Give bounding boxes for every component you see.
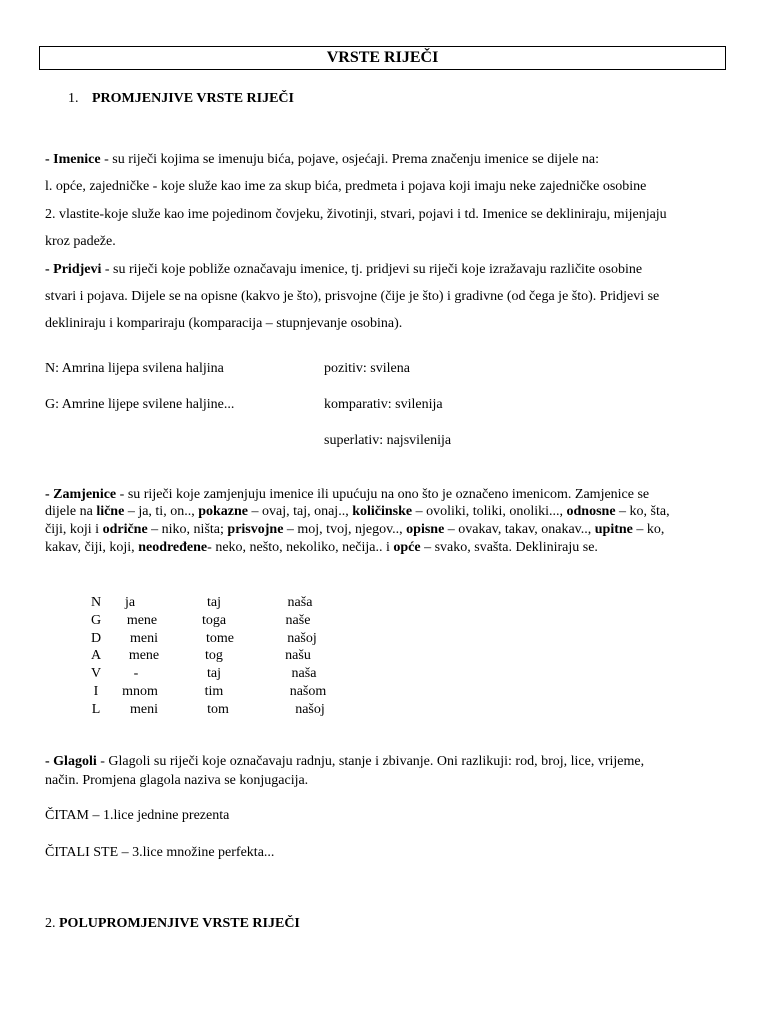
z-t3d: – ovakav, takav, onakav.., — [444, 522, 595, 537]
section-1-title: PROMJENJIVE VRSTE RIJEČI — [92, 91, 294, 106]
declension-cell-a: meni — [130, 701, 158, 717]
z-neodredene: neodređene — [138, 540, 208, 555]
example-superlativ: superlativ: najsvilenija — [324, 433, 452, 448]
z-odnosne: odnosne — [566, 504, 616, 519]
declension-cell-a: mene — [126, 612, 158, 628]
zamjenice-term: - Zamjenice — [45, 487, 117, 502]
declension-cell-b: tome — [206, 630, 234, 646]
declension-cell-a: - — [133, 666, 139, 682]
z-t3e: – ko, — [632, 522, 665, 537]
declension-cell-b: tog — [205, 648, 223, 664]
glagoli-term: - Glagoli — [45, 754, 97, 769]
section-2-heading — [45, 916, 300, 932]
z-t4a: kakav, čiji, koji, — [45, 540, 139, 555]
z-kolicinske: količinske — [352, 504, 413, 519]
section-2-title: POLUPROMJENJIVE VRSTE RIJEČI — [59, 916, 300, 931]
example-genitive: G: Amrine lijepe svilene haljine... — [45, 397, 235, 412]
glagoli-line1 — [45, 754, 644, 770]
declension-cell-d: našu — [285, 648, 311, 664]
declension-cell-b: taj — [207, 595, 221, 610]
imenice-paragraph-line1 — [45, 152, 599, 168]
declension-cell-b: tim — [204, 684, 224, 699]
declension-cell-c: D — [90, 630, 102, 646]
z-opce: opće — [393, 540, 421, 555]
z-t2c: – ovaj, taj, onaj.., — [248, 504, 353, 519]
pridjevi-line1 — [45, 262, 642, 278]
section-2-number: 2. — [45, 916, 59, 931]
z-t3c: – moj, tvoj, njegov.., — [283, 522, 407, 537]
zamjenice-line4 — [45, 540, 598, 556]
z-t2e: – ko, šta, — [615, 504, 670, 519]
imenice-line2: l. opće, zajedničke - koje služe kao ime za skup bića, predmeta i pojava koji imaju neke zajedničke osobine — [45, 179, 647, 194]
example-komparativ: komparativ: svilenija — [324, 397, 443, 412]
declension-cell-a: mnom — [122, 684, 158, 699]
z-t2b: – ja, ti, on.., — [124, 504, 199, 519]
z-t2d: – ovoliki, toliki, onoliki..., — [412, 504, 567, 519]
glagoli-text1: - Glagoli su riječi koje označavaju radnju, stanje i zbivanje. Oni razlikuji: rod, broj, lice, vrijeme, — [96, 754, 645, 769]
section-1-heading — [68, 91, 294, 107]
imenice-text: - su riječi kojima se imenuju bića, pojave, osjećaji. Prema značenju imenice se dijele na: — [100, 152, 599, 167]
declension-cell-d: naša — [291, 666, 317, 682]
z-t3b: – niko, ništa; — [147, 522, 228, 537]
document-title: VRSTE RIJEČI — [39, 46, 726, 70]
declension-cell-a: mene — [128, 648, 160, 664]
declension-cell-c: V — [90, 666, 102, 682]
glagoli-line2: način. Promjena glagola naziva se konjugacija. — [45, 773, 309, 788]
declension-cell-b: toga — [201, 612, 227, 628]
glagoli-example1: ČITAM – 1.lice jednine prezenta — [45, 808, 230, 823]
z-pokazne: pokazne — [198, 504, 248, 519]
declension-cell-c: A — [90, 648, 102, 664]
pridjevi-line2: stvari i pojava. Dijele se na opisne (kakvo je što), prisvojne (čije je što) i gradivne (od čega je što). Pridjevi se — [45, 289, 660, 304]
declension-cell-c: N — [90, 595, 102, 610]
declension-cell-c: I — [93, 684, 99, 699]
imenice-line3: 2. vlastite-koje služe kao ime pojedinom čovjeku, životinji, stvari, pojavi i td. Imenice se dekliniraju, mijenjaju — [45, 207, 667, 222]
pridjevi-line3: dekliniraju i kompariraju (komparacija – stupnjevanje osobina). — [45, 316, 403, 331]
z-opisne: opisne — [406, 522, 445, 537]
z-upitne: upitne — [594, 522, 633, 537]
zamjenice-line1 — [45, 487, 649, 503]
declension-cell-d: našoj — [287, 630, 317, 646]
z-prisvojne: prisvojne — [227, 522, 284, 537]
z-licne: lične — [96, 504, 125, 519]
zamjenice-line3 — [45, 522, 664, 538]
declension-cell-d: našom — [289, 684, 327, 699]
declension-cell-d: naše — [285, 612, 311, 628]
z-t4b: - neko, nešto, nekoliko, nečija.. i — [207, 540, 394, 555]
declension-cell-a: ja — [124, 595, 136, 610]
declension-cell-c: G — [90, 612, 102, 628]
z-odricne: odrične — [102, 522, 148, 537]
section-1-number: 1. — [68, 91, 79, 106]
declension-cell-d: našoj — [295, 701, 325, 717]
declension-cell-b: tom — [207, 701, 229, 717]
pridjevi-text: - su riječi koje pobliže označavaju imenice, tj. pridjevi su riječi koje izražavaju različite osobine — [101, 262, 643, 277]
glagoli-example2: ČITALI STE – 3.lice množine perfekta... — [45, 845, 275, 860]
imenice-line4: kroz padeže. — [45, 234, 116, 249]
z-t3a: čiji, koji i — [45, 522, 103, 537]
zamjenice-line2 — [45, 504, 670, 520]
zamjenice-text1: - su riječi koje zamjenjuju imenice ili upućuju na ono što je označeno imenicom. Zamjenice se — [116, 487, 650, 502]
declension-cell-b: taj — [207, 666, 221, 682]
example-pozitiv: pozitiv: svilena — [324, 361, 410, 376]
imenice-term: - Imenice — [45, 152, 101, 167]
z-t2a: dijele na — [45, 504, 97, 519]
declension-cell-a: meni — [130, 630, 158, 646]
example-nominative: N: Amrina lijepa svilena haljina — [45, 361, 224, 376]
declension-cell-d: naša — [287, 595, 313, 610]
declension-cell-c: L — [91, 701, 101, 717]
pridjevi-term: - Pridjevi — [45, 262, 102, 277]
z-t4c: – svako, svašta. Dekliniraju se. — [420, 540, 598, 555]
